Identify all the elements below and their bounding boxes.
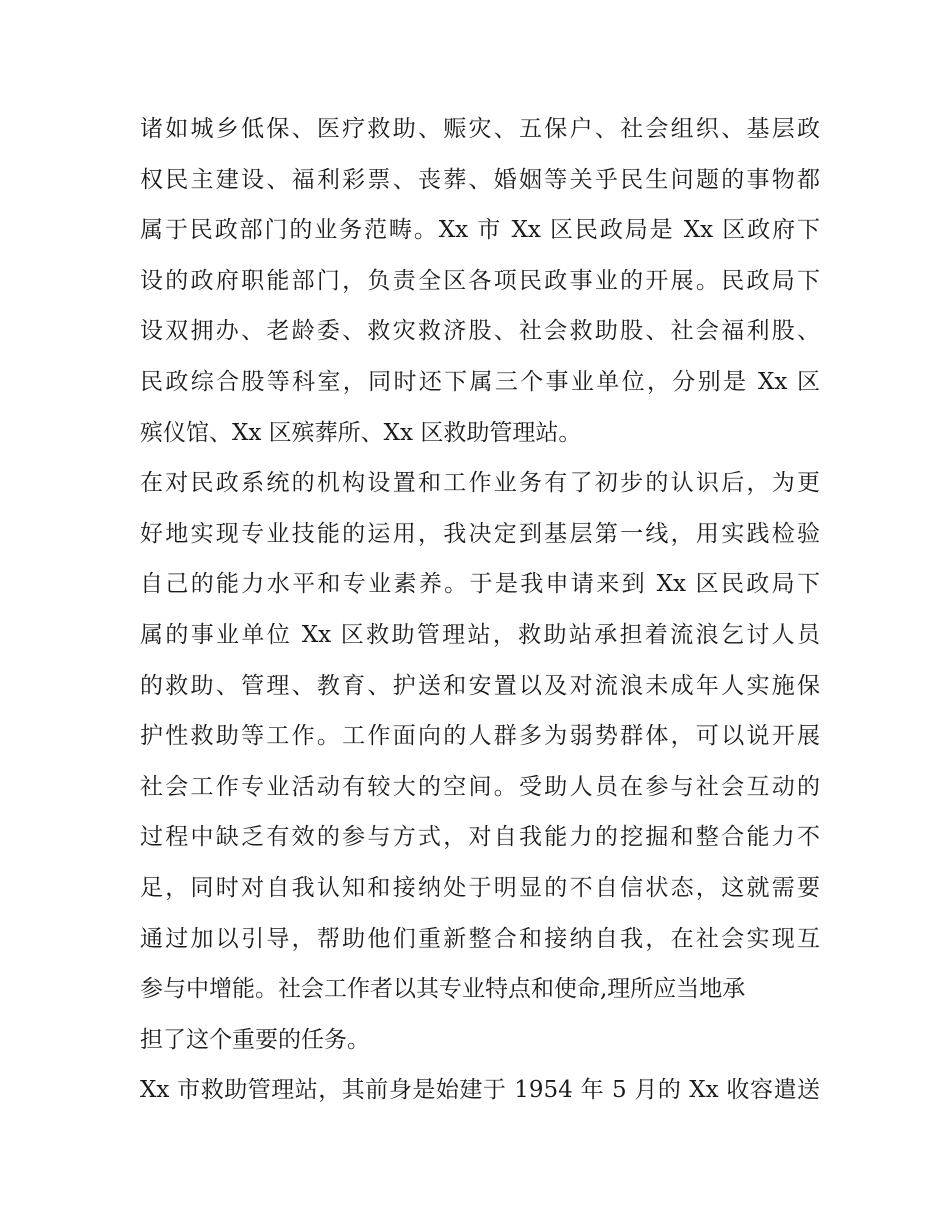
text-line: 在对民政系统的机构设置和工作业务有了初步的认识后，为更 [140, 470, 820, 497]
text-line: 的救助、管理、教育、护送和安置以及对流浪未成年人实施保 [140, 672, 820, 699]
text-line: 设双拥办、老龄委、救灾救济股、社会救助股、社会福利股、 [140, 318, 820, 345]
text-line: 诸如城乡低保、医疗救助、赈灾、五保户、社会组织、基层政 [140, 116, 820, 142]
text-line: 好地实现专业技能的运用，我决定到基层第一线，用实践检验 [140, 520, 820, 547]
text-line: 民政综合股等科室，同时还下属三个事业单位，分别是 Xx 区 [140, 368, 820, 395]
text-line: 过程中缺乏有效的参与方式，对自我能力的挖掘和整合能力不 [140, 824, 820, 851]
text-line: 属于民政部门的业务范畴。Xx 市 Xx 区民政局是 Xx 区政府下 [140, 217, 820, 244]
text-line: 设的政府职能部门，负责全区各项民政事业的开展。民政局下 [140, 267, 820, 294]
text-line: 属的事业单位 Xx 区救助管理站，救助站承担着流浪乞讨人员 [140, 621, 820, 648]
text-line: 权民主建设、福利彩票、丧葬、婚姻等关乎民生问题的事物都 [140, 166, 820, 193]
text-line: 参与中增能。社会工作者以其专业特点和使命,理所应当地承 [140, 976, 746, 1003]
text-line: Xx 市救助管理站，其前身是始建于 1954 年 5 月的 Xx 收容遣送 [140, 1077, 820, 1104]
text-line: 殡仪馆、Xx 区殡葬所、Xx 区救助管理站。 [140, 419, 582, 446]
body-text [140, 104, 820, 1116]
text-line: 社会工作专业活动有较大的空间。受助人员在参与社会互动的 [140, 773, 820, 800]
text-line: 担了这个重要的任务。 [140, 1026, 370, 1053]
text-line: 通过加以引导，帮助他们重新整合和接纳自我，在社会实现互 [140, 925, 820, 952]
text-line: 护性救助等工作。工作面向的人群多为弱势群体，可以说开展 [140, 723, 820, 750]
text-line: 自己的能力水平和专业素养。于是我申请来到 Xx 区民政局下 [140, 571, 820, 598]
text-line: 足，同时对自我认知和接纳处于明显的不自信状态，这就需要 [140, 874, 820, 901]
